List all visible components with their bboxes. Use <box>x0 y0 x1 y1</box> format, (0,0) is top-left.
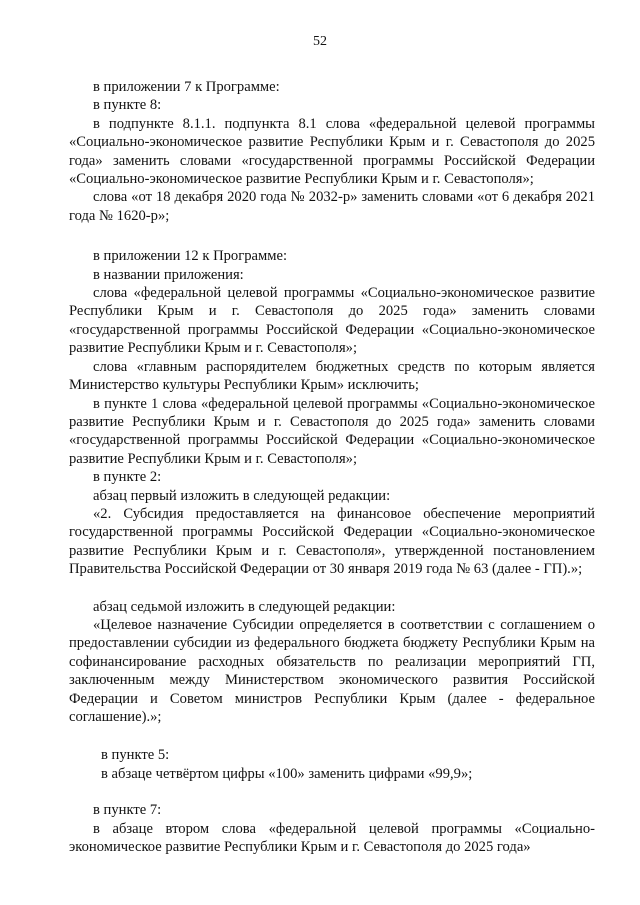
document-body <box>69 78 595 856</box>
paragraph: в пункте 2: <box>93 469 162 486</box>
paragraph: в подпункте 8.1.1. подпункта 8.1 слова «федеральной целевой программы «Социально-экономическое развитие Республики Крым и г. Севастополя до 2025 года» заменить словами «государственной программы Российской Федерации «Социально-экономическое развитие Республики Крым и г. Севастополя»; <box>69 115 595 188</box>
paragraph: абзац седьмой изложить в следующей редакции: <box>93 598 396 615</box>
paragraph: «Целевое назначение Субсидии определяется в соответствии с соглашением о предоставлении субсидии из федерального бюджета бюджету Республики Крым на софинансирование расходных обязательств по реализации мероприятий ГП, заключенным между Министерством экономического развития Российской Федерации и Советом министров Республики Крым (далее - федеральное соглашение).»; <box>69 616 595 725</box>
page-number: 52 <box>313 34 327 49</box>
paragraph: в абзаце втором слова «федеральной целевой программы «Социально-экономическое развитие Республики Крым и г. Севастополя до 2025 года» <box>69 820 595 856</box>
paragraph: в абзаце четвёртом цифры «100» заменить цифрами «99,9»; <box>101 765 473 782</box>
paragraph: в пункте 5: <box>101 747 170 764</box>
paragraph: слова «главным распорядителем бюджетных средств по которым является Министерство культуры Республики Крым» исключить; <box>69 358 595 394</box>
paragraph: абзац первый изложить в следующей редакции: <box>93 487 391 504</box>
paragraph: в приложении 12 к Программе: <box>93 248 287 265</box>
paragraph: слова «федеральной целевой программы «Социально-экономическое развитие Республики Крым и г. Севастополя до 2025 года» заменить словами «государственной программы Российской Федерации «Социально-экономическое развитие Республики Крым и г. Севастополя»; <box>69 285 595 357</box>
paragraph: в пункте 7: <box>93 802 162 819</box>
paragraph: в пункте 8: <box>93 97 162 114</box>
paragraph: «2. Субсидия предоставляется на финансовое обеспечение мероприятий государственной программы Российской Федерации «Социально-экономическое развитие Республики Крым и г. Севастополя», утвержденной постановлением Правительства Российской Федерации от 30 января 2019 года № 63 (далее - ГП).»; <box>69 505 595 578</box>
paragraph: в приложении 7 к Программе: <box>93 79 280 95</box>
paragraph: в названии приложения: <box>93 266 244 283</box>
paragraph: слова «от 18 декабря 2020 года № 2032-р» заменить словами «от 6 декабря 2021 года № 1620-р»; <box>69 189 595 224</box>
paragraph: в пункте 1 слова «федеральной целевой программы «Социально-экономическое развитие Республики Крым и г. Севастополя до 2025 года» заменить словами «государственной программы Российской Федерации «Социально-экономическое развитие Республики Крым и г. Севастополя»; <box>69 395 595 467</box>
